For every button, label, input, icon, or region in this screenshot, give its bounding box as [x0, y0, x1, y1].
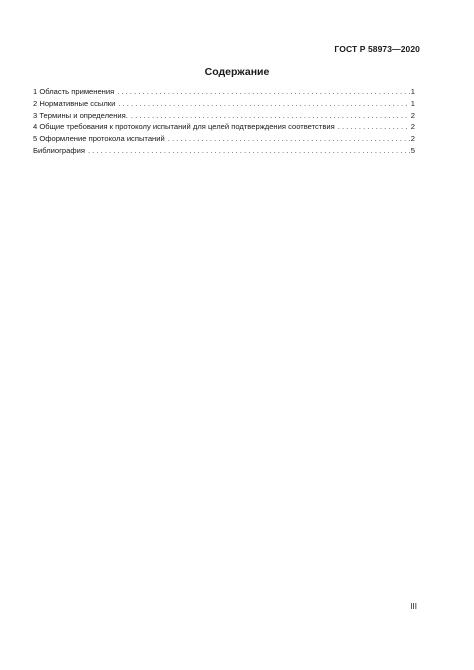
toc-entry[interactable] — [33, 121, 415, 133]
toc-entry-page: 1 — [410, 98, 415, 108]
document-code: ГОСТ Р 58973—2020 — [334, 44, 420, 54]
toc-entry-label: 5 Оформление протокола испытаний — [33, 134, 165, 144]
toc-leader-dots — [117, 86, 410, 98]
toc-title: Содержание — [204, 66, 270, 78]
toc-leader-dots — [118, 98, 409, 110]
toc-leader-dots — [338, 121, 410, 133]
toc-entry-page: 2 — [410, 134, 415, 144]
toc-entry-label: 3 Термины и определения. — [33, 110, 128, 120]
page-number: III — [410, 602, 417, 611]
toc-entry[interactable] — [33, 98, 415, 110]
toc-entry[interactable] — [33, 133, 415, 145]
toc-entry[interactable] — [33, 145, 415, 157]
toc-entry-page: 1 — [410, 87, 415, 96]
toc-entry-page: 2 — [410, 110, 415, 120]
toc-entry-label: 4 Общие требования к протоколу испытаний для целей подтверждения соответствия — [33, 122, 335, 132]
toc-entry[interactable] — [33, 110, 415, 122]
toc-entry-page: 2 — [410, 122, 415, 132]
toc-leader-dots — [131, 110, 410, 122]
toc-entry-page: 5 — [410, 145, 415, 155]
toc-entry-label: 1 Область применения — [33, 87, 115, 96]
toc-entry-label: 2 Нормативные ссылки — [33, 98, 116, 108]
table-of-contents — [33, 86, 415, 157]
toc-leader-dots — [168, 133, 410, 145]
toc-leader-dots — [88, 145, 410, 157]
toc-entry[interactable] — [33, 86, 415, 98]
toc-entry-label: Библиография — [33, 145, 85, 155]
